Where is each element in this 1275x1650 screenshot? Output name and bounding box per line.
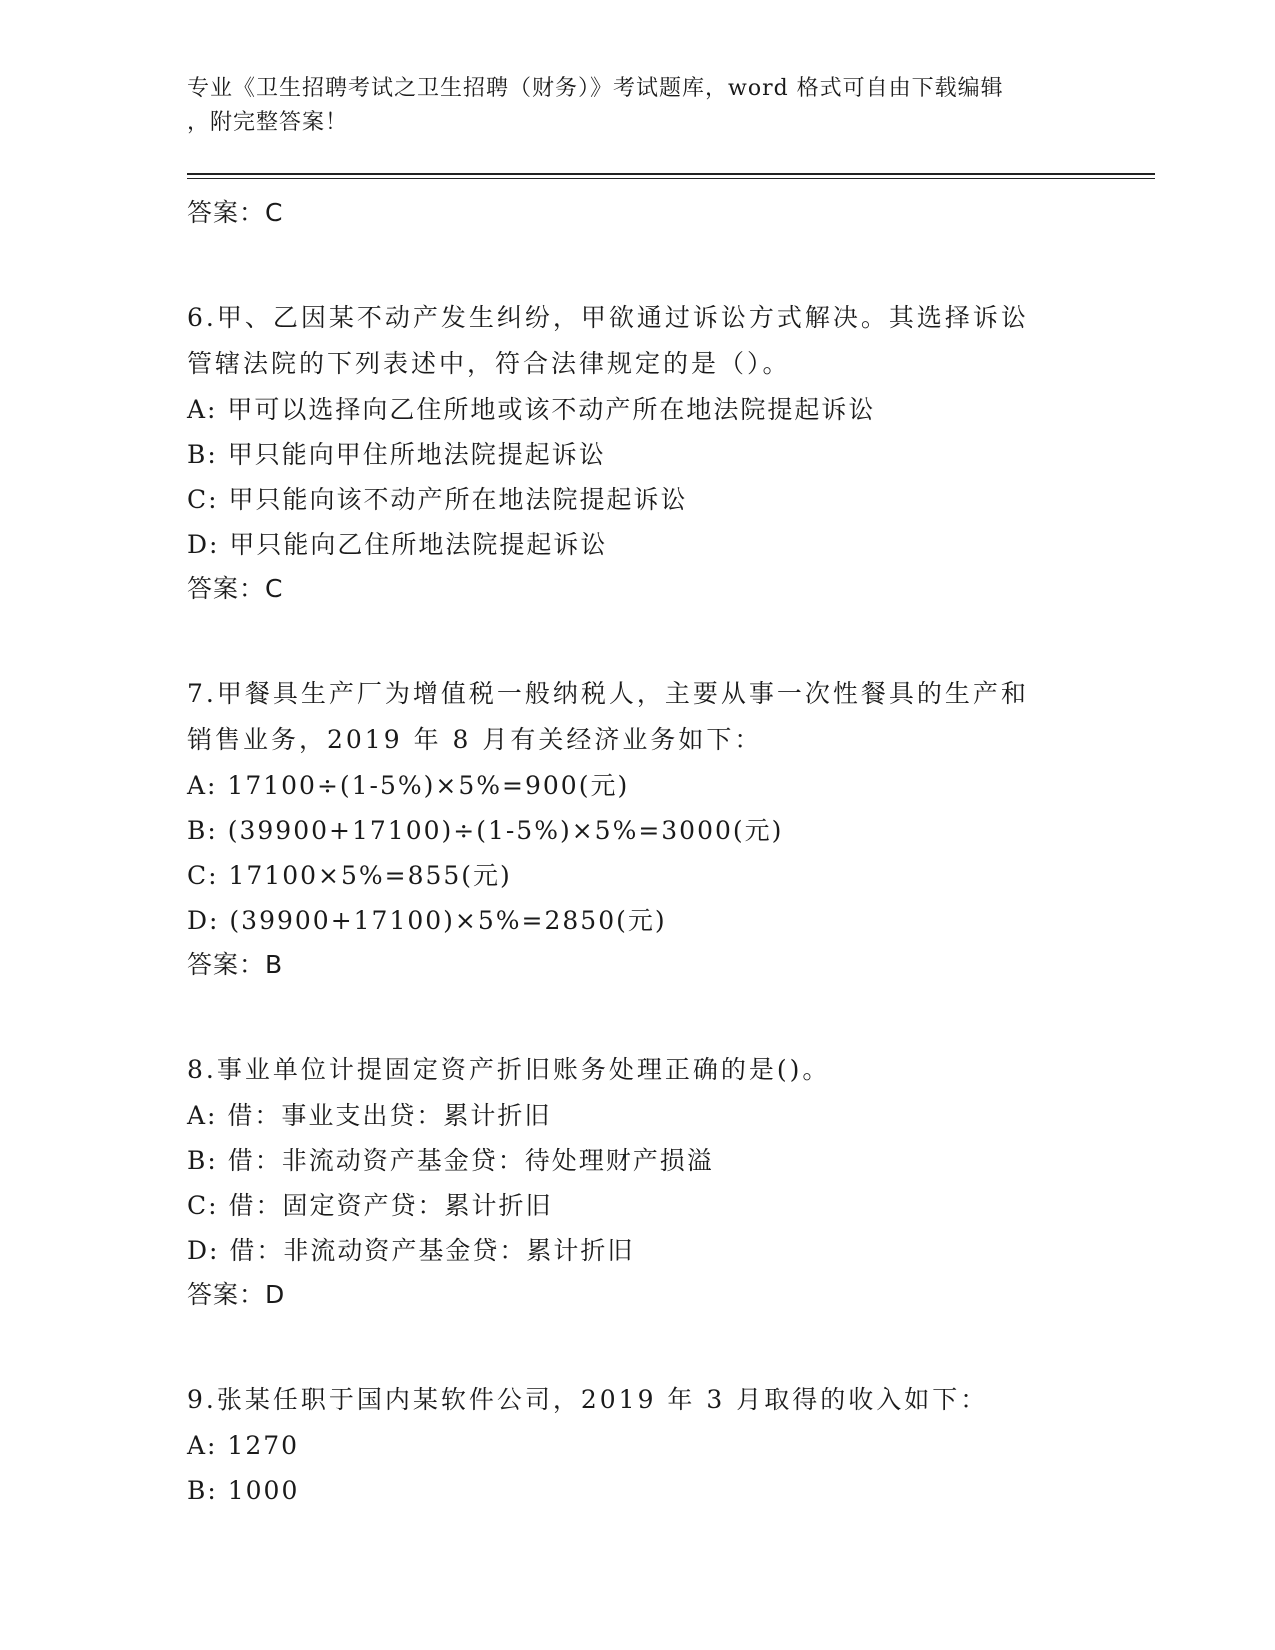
- option-a: A: 甲可以选择向乙住所地或该不动产所在地法院提起诉讼: [187, 395, 876, 424]
- option-b: B: 借：非流动资产基金贷：待处理财产损溢: [187, 1146, 714, 1175]
- option-c: C: 借：固定资产贷：累计折旧: [187, 1191, 553, 1220]
- document-page: [187, 72, 1167, 1513]
- question-9: [187, 1377, 1167, 1513]
- option-c: C: 17100×5%=855(元): [187, 861, 512, 890]
- question-stem: 7.甲餐具生产厂为增值税一般纳税人，主要从事一次性餐具的生产和: [187, 679, 1029, 708]
- answer-previous: 答案：C: [187, 198, 284, 227]
- question-stem: 销售业务，2019 年 8 月有关经济业务如下：: [187, 725, 763, 754]
- option-c: C: 甲只能向该不动产所在地法院提起诉讼: [187, 485, 688, 514]
- header-divider: [187, 173, 1155, 179]
- question-7: [187, 671, 1167, 987]
- option-b: B: 1000: [187, 1476, 300, 1505]
- question-stem: 8.事业单位计提固定资产折旧账务处理正确的是()。: [187, 1055, 831, 1084]
- question-8: [187, 1047, 1167, 1317]
- question-stem: 9.张某任职于国内某软件公司，2019 年 3 月取得的收入如下：: [187, 1385, 989, 1414]
- header-title-line-1: 专业《卫生招聘考试之卫生招聘（财务）》考试题库，word 格式可自由下载编辑: [187, 76, 1004, 101]
- option-d: D: 借：非流动资产基金贷：累计折旧: [187, 1236, 635, 1265]
- header-title-line-2: ，附完整答案！: [187, 110, 349, 135]
- option-a: A: 借：事业支出贷：累计折旧: [187, 1101, 552, 1130]
- question-stem: 6.甲、乙因某不动产发生纠纷，甲欲通过诉讼方式解决。其选择诉讼: [187, 303, 1029, 332]
- option-b: B: 甲只能向甲住所地法院提起诉讼: [187, 440, 606, 469]
- question-stem: 管辖法院的下列表述中，符合法律规定的是（）。: [187, 349, 791, 378]
- question-6: [187, 295, 1167, 611]
- answer: 答案：C: [187, 574, 284, 603]
- option-d: D: (39900+17100)×5%=2850(元): [187, 906, 667, 935]
- option-a: A: 17100÷(1-5%)×5%=900(元): [187, 771, 630, 800]
- option-b: B: (39900+17100)÷(1-5%)×5%=3000(元): [187, 816, 784, 845]
- answer: 答案：D: [187, 1280, 286, 1309]
- option-d: D: 甲只能向乙住所地法院提起诉讼: [187, 530, 608, 559]
- option-a: A: 1270: [187, 1431, 300, 1460]
- answer: 答案：B: [187, 950, 284, 979]
